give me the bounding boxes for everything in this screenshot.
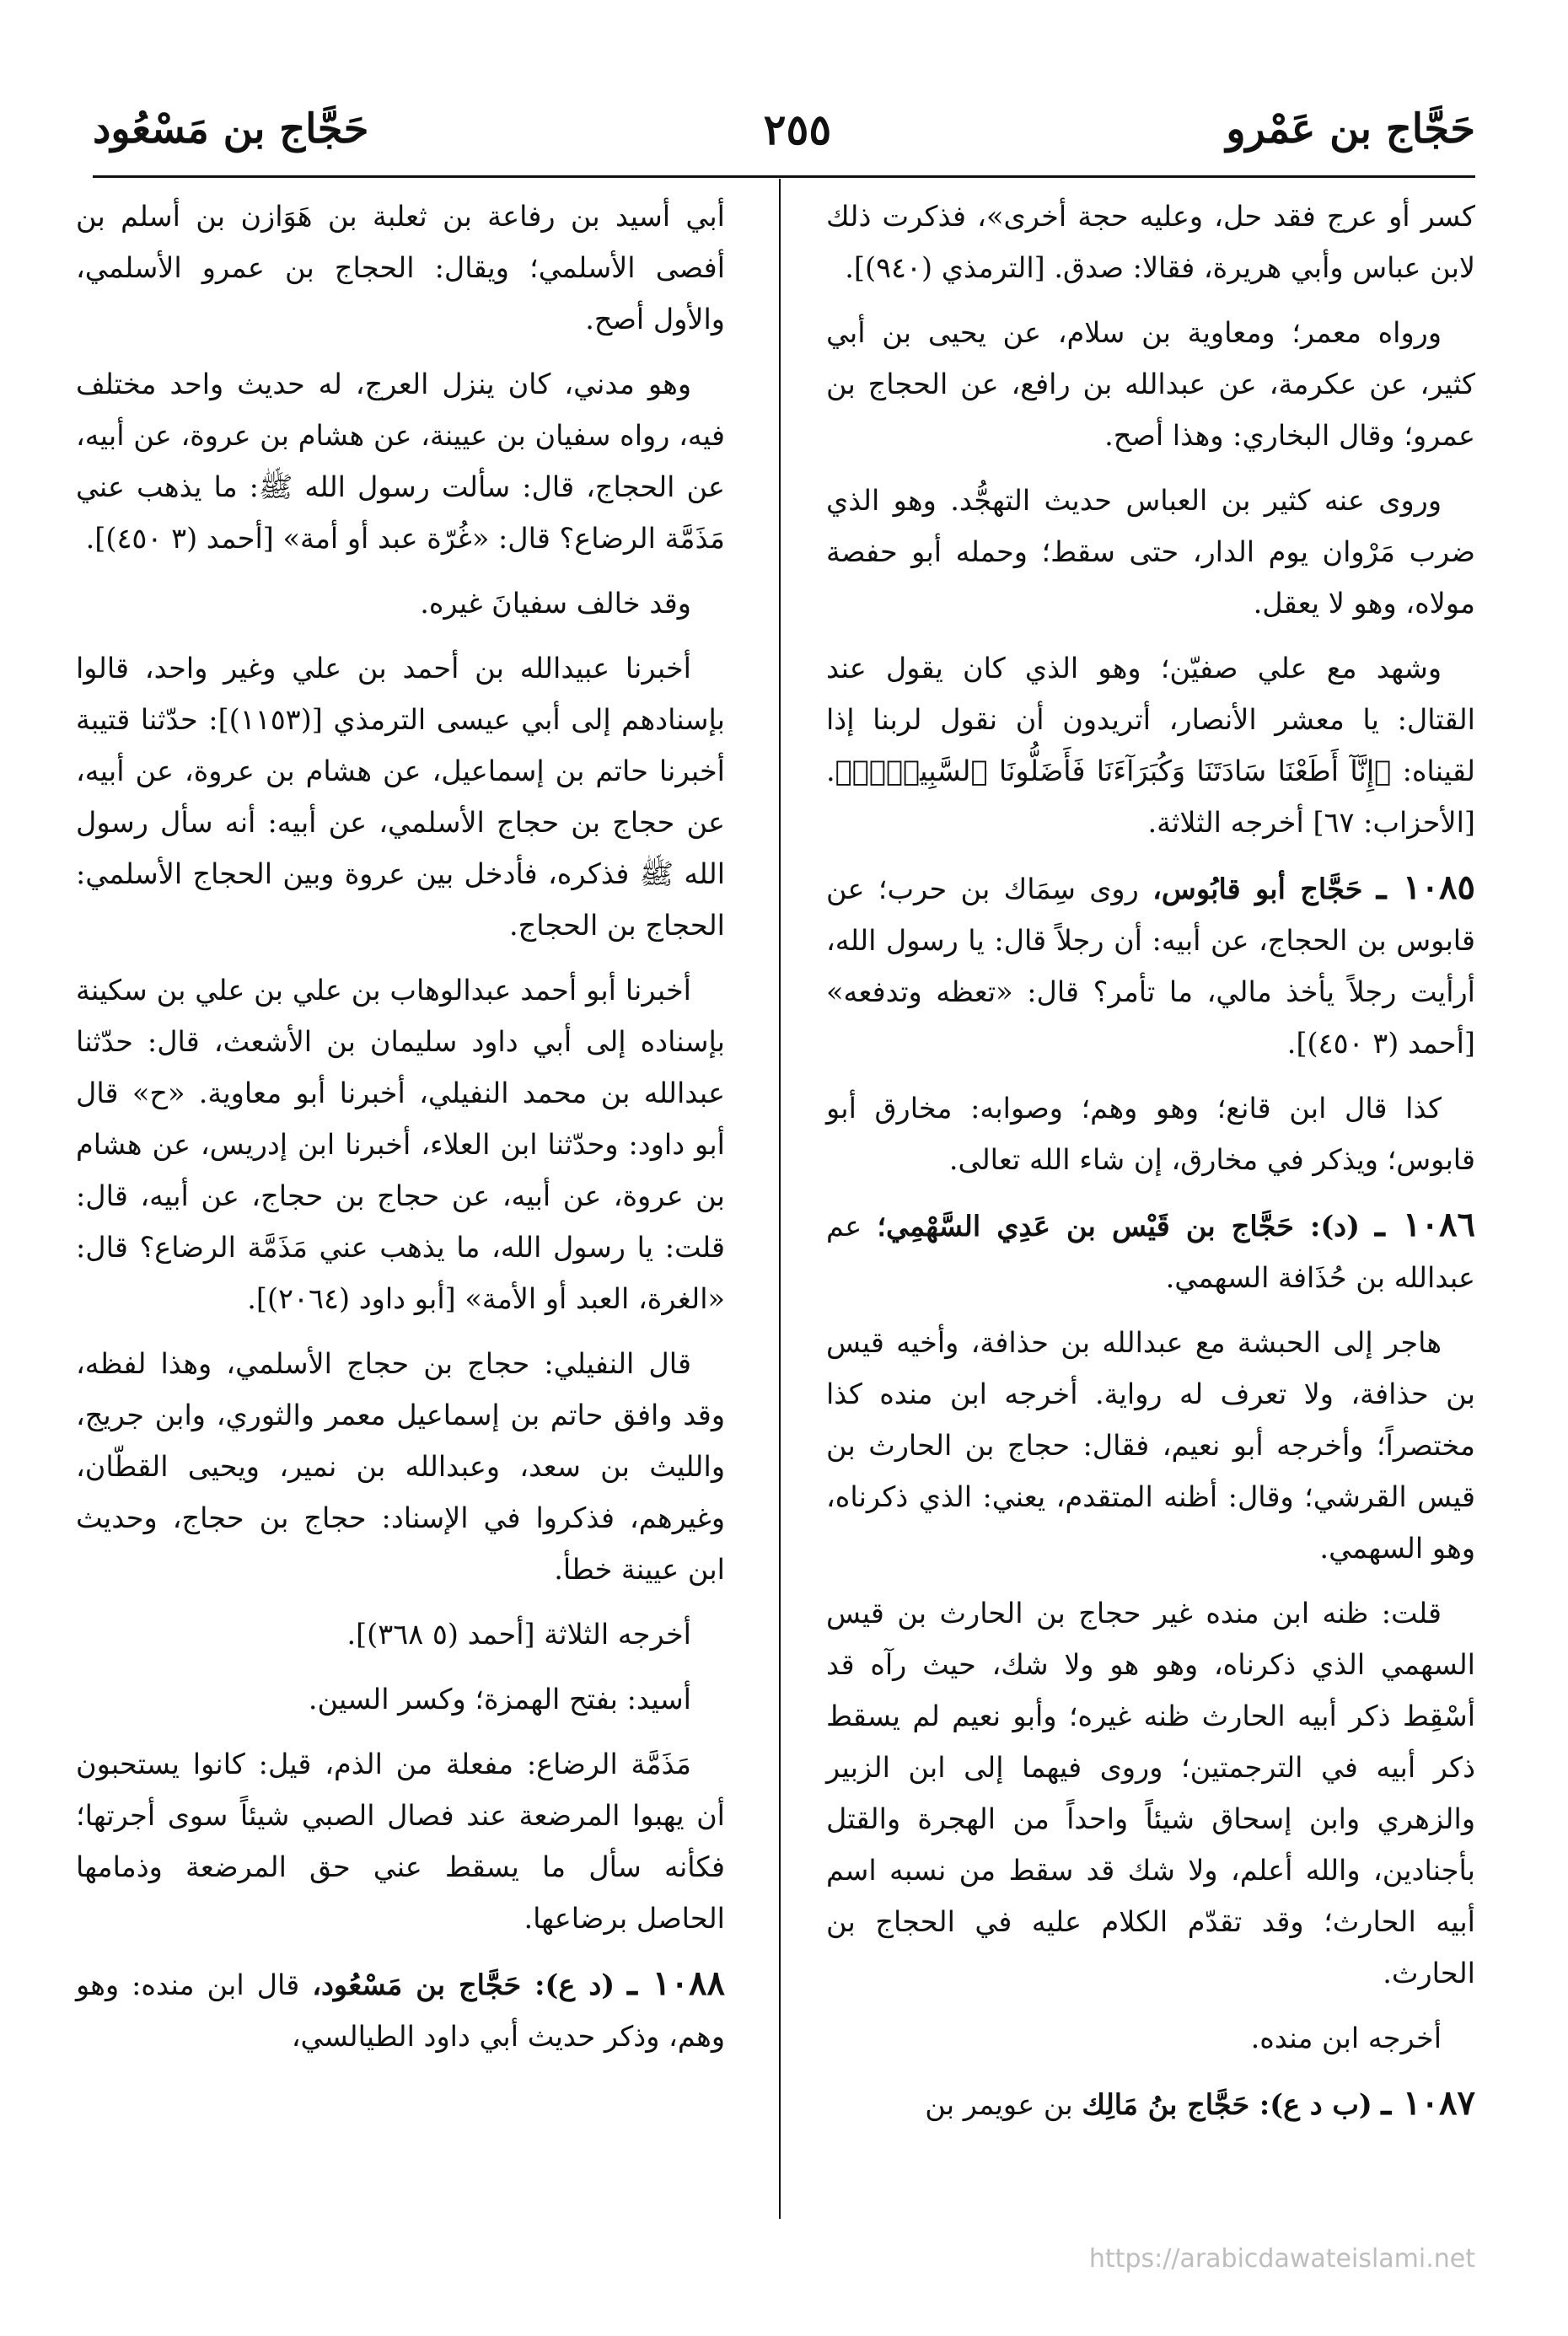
paragraph: أسيد: بفتح الهمزة؛ وكسر السين. xyxy=(308,1683,691,1716)
paragraph: وقد خالف سفيانَ غيره. xyxy=(420,587,691,620)
paragraph: ورواه معمر؛ ومعاوية بن سلام، عن يحيى بن أبي كثير، عن عكرمة، عن عبدالله بن رافع، عن الحجاج بن عمرو؛ وقال البخاري: وهذا أصح. xyxy=(826,316,1475,452)
paragraph: قال النفيلي: حجاج بن حجاج الأسلمي، وهذا لفظه، وقد وافق حاتم بن إسماعيل معمر والثوري، وابن جريج، والليث بن سعد، وعبدالله بن نمير، ويحيى القطّان، وغيرهم، فذكروا في الإسناد: حجاج بن حجاج، وحديث ابن عيينة خطأ. xyxy=(76,1347,725,1586)
page-header xyxy=(93,91,1475,167)
paragraph: قلت: ظنه ابن منده غير حجاج بن الحارث بن قيس السهمي الذي ذكرناه، وهو هو ولا شك، حيث رآه قد أسْقِط ذكر أبيه الحارث ظنه غيره؛ وأبو نعيم لم يسقط ذكر أبيه في الترجمتين؛ وروى فيهما إلى ابن الزبير والزهري وابن إسحاق شيئاً واحداً من الهجرة والقتل بأجنادين، والله أعلم، ولا شك قد سقط من نسبه اسم أبيه الحارث؛ وقد تقدّم الكلام عليه في الحجاج بن الحارث. xyxy=(826,1597,1475,1990)
entry-text: بن عويمر بن xyxy=(925,2088,1073,2121)
entry-text: قال ابن منده: وهو وهم، وذكر حديث أبي داود الطيالسي، xyxy=(76,1968,725,2053)
entry-title: (د ع): حَجَّاج بن مَسْعُود، xyxy=(312,1968,615,2001)
entry-number: ١٠٨٦ ـ xyxy=(1375,1205,1475,1244)
paragraph: أبي أسيد بن رفاعة بن ثعلبة بن هَوَازن بن أسلم بن أفصى الأسلمي؛ ويقال: الحجاج بن عمرو الأسلمي، والأول أصح. xyxy=(76,200,725,336)
paragraph: أخبرنا أبو أحمد عبدالوهاب بن علي بن علي بن سكينة بإسناده إلى أبي داود سليمان بن الأشعث، قال: حدّثنا عبدالله بن محمد النفيلي، أخبرنا أبو معاوية. «ح» قال أبو داود: وحدّثنا ابن العلاء، أخبرنا ابن إدريس، عن هشام بن عروة، عن أبيه، عن حجاج بن حجاج، عن أبيه، قال: قلت: يا رسول الله، ما يذهب عني مَذَمَّة الرضاع؟ قال: «الغرة، العبد أو الأمة» [أبو داود (٢٠٦٤)]. xyxy=(76,974,725,1315)
paragraph: أخرجه الثلاثة [أحمد (٥ ٣٦٨)]. xyxy=(346,1618,691,1651)
watermark-url: https://arabicdawateislami.net xyxy=(1088,2244,1475,2274)
running-title-left: حَجَّاج بن مَسْعُود xyxy=(93,105,369,153)
header-rule xyxy=(93,175,1475,178)
paragraph: وشهد مع علي صفيّن؛ وهو الذي كان يقول عند القتال: يا معشر الأنصار، أتريدون أن نقول لربنا إذا لقيناه: ﴿إِنَّآ أَطَعْنَا سَادَتَنَا وَكُبَرَآءَنَا فَأَضَلُّونَا ٱلسَّبِيلَا۠﴾. [الأحزاب: ٦٧] أخرجه الثلاثة. xyxy=(826,652,1475,839)
entry-number: ١٠٨٥ ـ xyxy=(1376,867,1476,907)
column-divider xyxy=(779,179,781,2219)
paragraph: كذا قال ابن قانع؛ وهو وهم؛ وصوابه: مخارق أبو قابوس؛ ويذكر في مخارق، إن شاء الله تعالى. xyxy=(826,1092,1475,1176)
paragraph: وهو مدني، كان ينزل العرج، له حديث واحد مختلف فيه، رواه سفيان بن عيينة، عن هشام بن عروة، عن أبيه، عن الحجاج، قال: سألت رسول الله ﷺ: ما يذهب عني مَذَمَّة الرضاع؟ قال: «غُرّة عبد أو أمة» [أحمد (٣ ٤٥٠)]. xyxy=(76,368,725,555)
entry-number: ١٠٨٧ ـ xyxy=(1381,2083,1475,2123)
entry-text: روى سِمَاك بن حرب؛ عن قابوس بن الحجاج، عن أبيه: أن رجلاً قال: يا رسول الله، أرأيت رجلاً يأخذ مالي، ما تأمر؟ قال: «تعظه وتدفعه» [أحمد (٣ ٤٥٠)]. xyxy=(826,873,1475,1060)
entry-1086 xyxy=(826,1199,1475,1303)
paragraph: كسر أو عرج فقد حل، وعليه حجة أخرى»، فذكرت ذلك لابن عباس وأبي هريرة، فقالا: صدق. [الترمذي (٩٤٠)]. xyxy=(826,200,1475,284)
entry-title: (د): حَجَّاج بن قَيْس بن عَدِي السَّهْمِي؛ xyxy=(877,1210,1360,1243)
running-title-right: حَجَّاج بن عَمْرو xyxy=(1226,105,1475,153)
entry-1085 xyxy=(826,862,1475,1069)
paragraph: أخرجه ابن منده. xyxy=(1250,2022,1442,2054)
entry-text: عم عبدالله بن حُذَافة السهمي. xyxy=(826,1210,1475,1294)
paragraph: مَذَمَّة الرضاع: مفعلة من الذم، قيل: كانوا يستحبون أن يهبوا المرضعة عند فصال الصبي شيئاً سوى أجرتها؛ فكأنه سأل ما يسقط عني حق المرضعة وذمامها الحاصل برضاعها. xyxy=(76,1748,725,1935)
left-column xyxy=(76,191,725,2076)
paragraph: هاجر إلى الحبشة مع عبدالله بن حذافة، وأخيه قيس بن حذافة، ولا تعرف له رواية. أخرجه ابن منده كذا مختصراً؛ وأخرجه أبو نعيم، فقال: حجاج بن الحارث بن قيس القرشي؛ وقال: أظنه المتقدم، يعني: الذي ذكرناه، وهو السهمي. xyxy=(826,1326,1475,1565)
entry-number: ١٠٨٨ ـ xyxy=(627,1963,725,2003)
page-number: ٢٥٥ xyxy=(763,104,832,154)
right-column xyxy=(826,191,1475,2144)
entry-title: حَجَّاج أبو قابُوس، xyxy=(1152,873,1363,905)
paragraph: وروى عنه كثير بن العباس حديث التهجُّد. وهو الذي ضرب مَرْوان يوم الدار، حتى سقط؛ وحمله أبو حفصة مولاه، وهو لا يعقل. xyxy=(826,484,1475,620)
paragraph: أخبرنا عبيدالله بن أحمد بن علي وغير واحد، قالوا بإسنادهم إلى أبي عيسى الترمذي [(١١٥٣)]: حدّثنا قتيبة أخبرنا حاتم بن إسماعيل، عن هشام بن عروة، عن أبيه، عن حجاج بن حجاج الأسلمي، عن أبيه: أنه سأل رسول الله ﷺ فذكره، فأدخل بين عروة وبين الحجاج الأسلمي: الحجاج بن الحجاج. xyxy=(76,652,725,942)
entry-1088 xyxy=(76,1957,725,2062)
entry-title: (ب د ع): حَجَّاج بنُ مَالِك xyxy=(1082,2088,1372,2121)
entry-1087 xyxy=(826,2077,1475,2130)
